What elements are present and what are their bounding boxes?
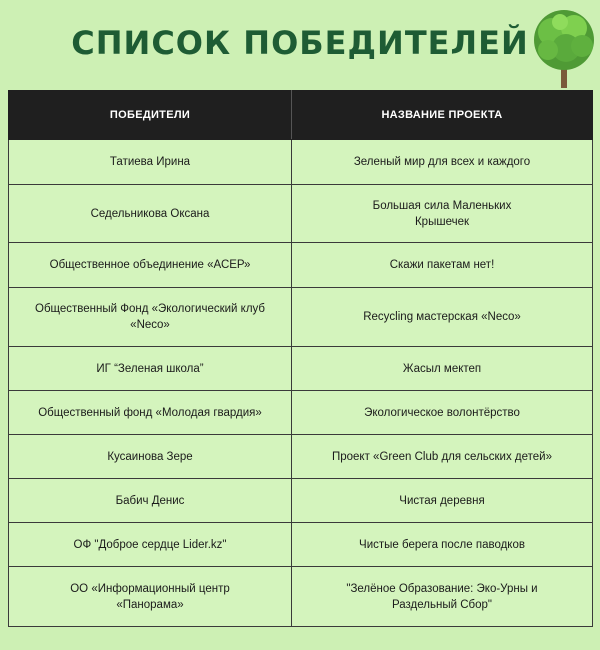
project-cell: Большая сила Маленьких Крышечек: [292, 185, 593, 243]
table-row: [9, 288, 593, 347]
table-row: [9, 243, 593, 288]
project-cell: Чистые берега после паводков: [292, 523, 593, 567]
project-cell: Recycling мастерская «Neco»: [292, 288, 593, 347]
project-cell: Экологическое волонтёрство: [292, 391, 593, 435]
column-header-project: НАЗВАНИЕ ПРОЕКТА: [292, 91, 593, 140]
table-row: [9, 347, 593, 391]
winner-cell: ОО «Информационный центр «Панорама»: [9, 567, 292, 627]
table-row: [9, 140, 593, 185]
project-cell: Чистая деревня: [292, 479, 593, 523]
winner-cell: Общественное объединение «АСЕР»: [9, 243, 292, 288]
table-row: [9, 185, 593, 243]
table-header-row: [9, 91, 593, 140]
project-cell: Зеленый мир для всех и каждого: [292, 140, 593, 185]
table-row: [9, 391, 593, 435]
table-row: [9, 479, 593, 523]
winner-cell: Седельникова Оксана: [9, 185, 292, 243]
page-header: [0, 0, 600, 90]
project-cell: Скажи пакетам нет!: [292, 243, 593, 288]
winner-cell: ОФ "Доброе сердце Lider.kz": [9, 523, 292, 567]
page-title: СПИСОК ПОБЕДИТЕЛЕЙ: [71, 24, 529, 62]
winner-cell: Бабич Денис: [9, 479, 292, 523]
table-row: [9, 435, 593, 479]
winner-cell: ИГ “Зеленая школа”: [9, 347, 292, 391]
table-row: [9, 567, 593, 627]
project-cell: Проект «Green Club для сельских детей»: [292, 435, 593, 479]
winner-cell: Татиева Ирина: [9, 140, 292, 185]
table-row: [9, 523, 593, 567]
winner-cell: Общественный Фонд «Экологический клуб «Neco»: [9, 288, 292, 347]
winner-cell: Общественный фонд «Молодая гвардия»: [9, 391, 292, 435]
winners-table: [8, 90, 593, 627]
winner-cell: Кусаинова Зере: [9, 435, 292, 479]
project-cell: Жасыл мектеп: [292, 347, 593, 391]
column-header-winners: ПОБЕДИТЕЛИ: [9, 91, 292, 140]
project-cell: "Зелёное Образование: Эко-Урны и Раздельный Сбор": [292, 567, 593, 627]
tree-icon: [530, 6, 598, 90]
